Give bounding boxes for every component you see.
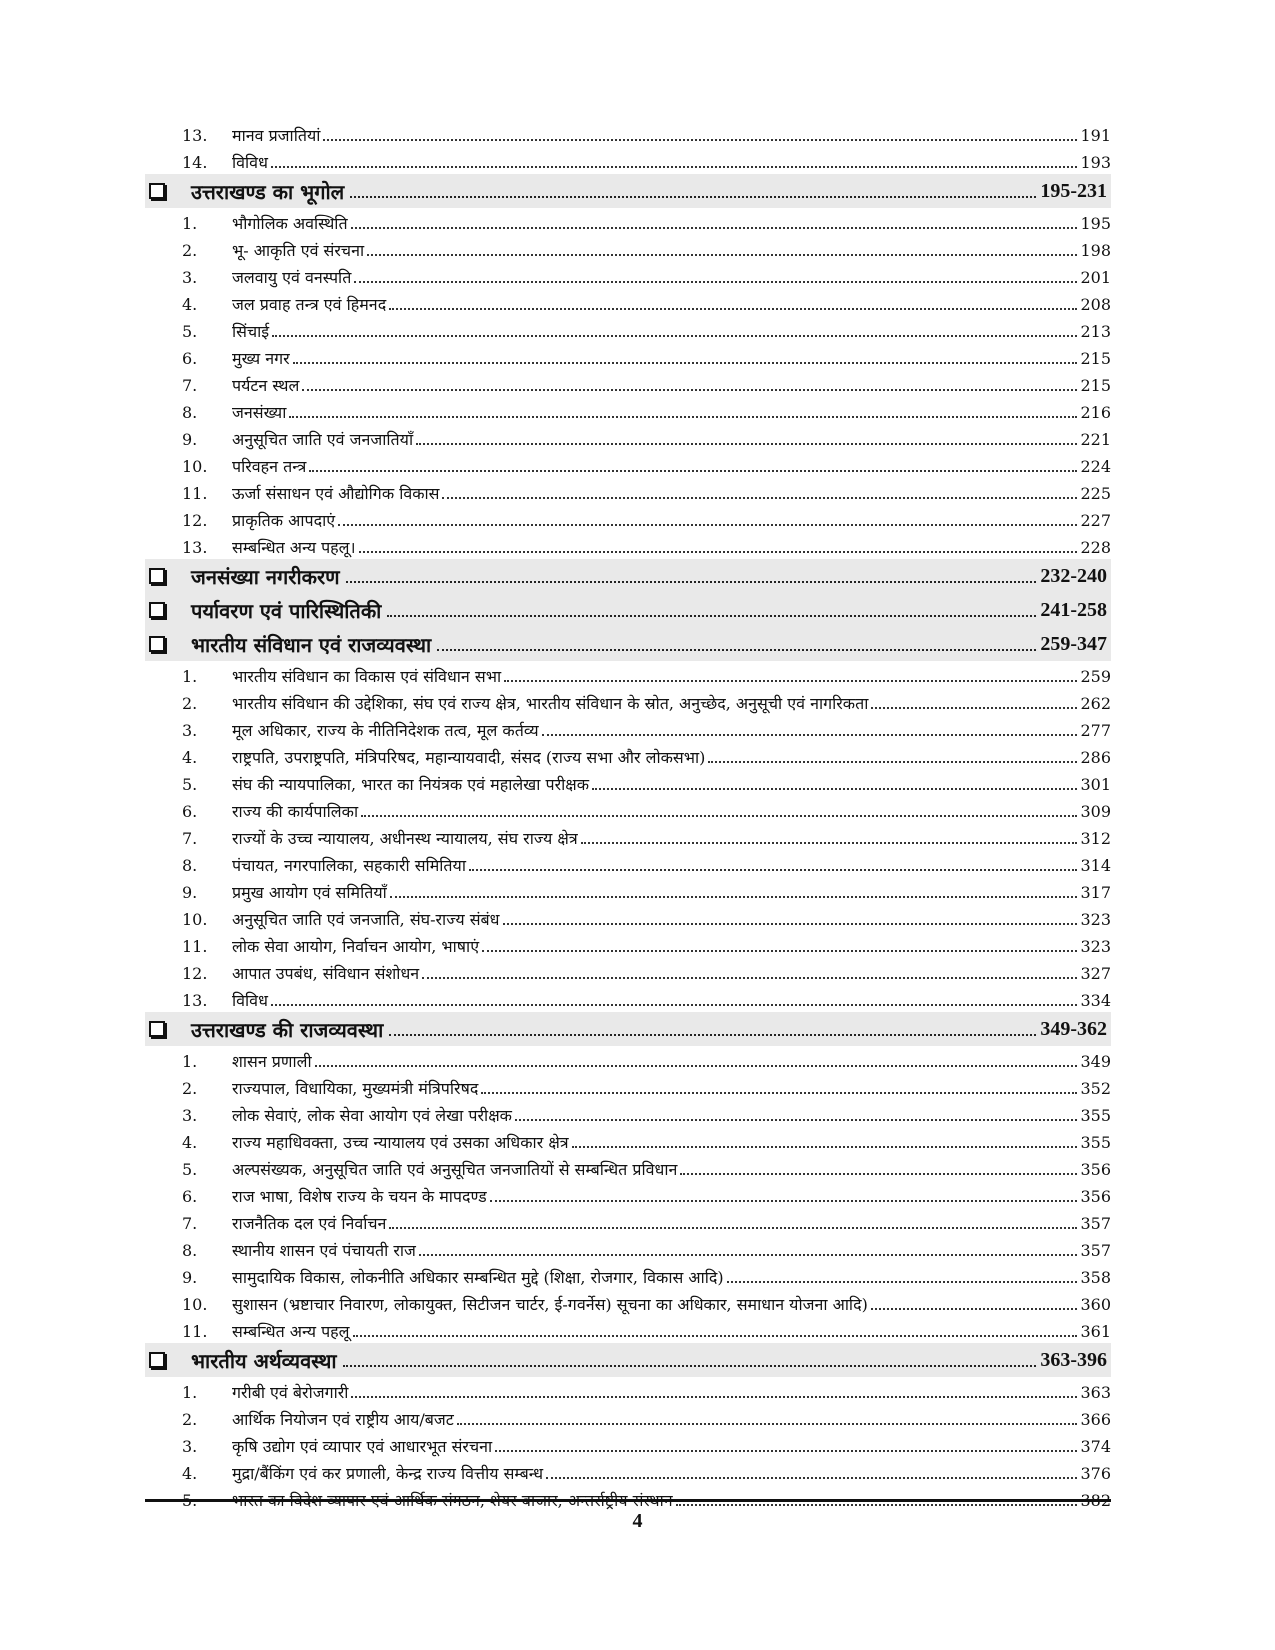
dot-leader (289, 416, 1077, 418)
toc-entry (145, 742, 1111, 769)
entry-number: 6. (182, 349, 198, 368)
dot-leader (350, 196, 1036, 198)
entry-number: 4. (182, 748, 198, 767)
dot-leader (367, 254, 1077, 256)
dot-leader (343, 1365, 1037, 1367)
entry-title: स्थानीय शासन एवं पंचायती राज (232, 1241, 416, 1260)
entry-title: पंचायत, नगरपालिका, सहकारी समितिया (232, 856, 466, 875)
entry-title: राजनैतिक दल एवं निर्वाचन (232, 1214, 387, 1233)
entry-page: 198 (1080, 241, 1111, 260)
section-page-range: 259-347 (1040, 632, 1107, 655)
dot-leader (871, 707, 1077, 709)
toc-entry (145, 451, 1111, 478)
entry-page: 363 (1080, 1383, 1111, 1402)
entry-number: 13. (182, 538, 208, 557)
entry-title: राज भाषा, विशेष राज्य के चयन के मापदण्ड (232, 1187, 487, 1206)
entry-page: 334 (1080, 991, 1111, 1010)
entry-page: 262 (1080, 694, 1111, 713)
entry-number: 1. (182, 1052, 198, 1071)
dot-leader (271, 166, 1078, 168)
entry-page: 215 (1080, 376, 1111, 395)
entry-title: राज्यपाल, विधायिका, मुख्यमंत्री मंत्रिपरिषद (232, 1079, 479, 1098)
checkbox-bullet-icon (149, 602, 165, 618)
dot-leader (592, 788, 1077, 790)
entry-number: 5. (182, 322, 198, 341)
dot-leader (442, 497, 1077, 499)
dot-leader (422, 977, 1077, 979)
toc-entry (145, 1235, 1111, 1262)
entry-page: 357 (1080, 1241, 1111, 1260)
entry-page: 323 (1080, 910, 1111, 929)
toc-entry (145, 424, 1111, 451)
toc-entry (145, 478, 1111, 505)
checkbox-bullet-icon (149, 183, 165, 199)
entry-title: अल्पसंख्यक, अनुसूचित जाति एवं अनुसूचित जनजातियों से सम्बन्धित प्रविधान (232, 1160, 678, 1179)
entry-page: 323 (1080, 937, 1111, 956)
entry-number: 12. (182, 964, 208, 983)
entry-page: 357 (1080, 1214, 1111, 1233)
entry-page: 382 (1080, 1491, 1111, 1510)
entry-number: 3. (182, 1437, 198, 1456)
entry-page: 314 (1080, 856, 1111, 875)
entry-page: 356 (1080, 1187, 1111, 1206)
entry-page: 358 (1080, 1268, 1111, 1287)
toc-entry (145, 931, 1111, 958)
entry-number: 13. (182, 991, 208, 1010)
entry-title: जल प्रवाह तन्त्र एवं हिमनद (232, 295, 387, 314)
entry-number: 11. (182, 1322, 208, 1341)
toc-entry (145, 1377, 1111, 1404)
entry-number: 2. (182, 1410, 198, 1429)
section-page-range: 232-240 (1040, 564, 1107, 587)
entry-number: 5. (182, 1160, 198, 1179)
dot-leader (708, 761, 1077, 763)
entry-page: 225 (1080, 484, 1111, 503)
dot-leader (272, 335, 1077, 337)
section-page-range: 349-362 (1040, 1017, 1107, 1040)
toc-section-heading (145, 593, 1111, 627)
dot-leader (542, 734, 1078, 736)
dot-leader (387, 615, 1036, 617)
checkbox-bullet-icon (149, 1352, 165, 1368)
dot-leader (676, 1504, 1078, 1506)
entry-page: 361 (1080, 1322, 1111, 1341)
checkbox-bullet-icon (149, 568, 165, 584)
toc-entry (145, 823, 1111, 850)
section-title: पर्यावरण एवं पारिस्थितिकी (191, 598, 382, 623)
entry-title: सम्बन्धित अन्य पहलू। (232, 538, 356, 557)
dot-leader (437, 649, 1036, 651)
entry-title: मूल अधिकार, राज्य के नीतिनिदेशक तत्व, मूल कर्तव्य (232, 721, 539, 740)
entry-title: लोक सेवाएं, लोक सेवा आयोग एवं लेखा परीक्षक (232, 1106, 512, 1125)
entry-title: मुद्रा/बैंकिंग एवं कर प्रणाली, केन्द्र राज्य वित्तीय सम्बन्ध (232, 1464, 544, 1483)
entry-number: 1. (182, 214, 198, 233)
checkbox-bullet-icon (149, 636, 165, 652)
entry-number: 2. (182, 1079, 198, 1098)
entry-page: 191 (1080, 126, 1111, 145)
dot-leader (389, 308, 1077, 310)
entry-title: भारतीय संविधान का विकास एवं संविधान सभा (232, 667, 502, 686)
toc-entry (145, 120, 1111, 147)
toc-entry (145, 370, 1111, 397)
entry-page: 309 (1080, 802, 1111, 821)
dot-leader (354, 281, 1077, 283)
entry-page: 355 (1080, 1133, 1111, 1152)
toc-section-heading (145, 1012, 1111, 1046)
entry-title: प्रमुख आयोग एवं समितियाँ (232, 883, 387, 902)
dot-leader (581, 842, 1078, 844)
toc-entry (145, 1208, 1111, 1235)
section-title: उत्तराखण्ड की राजव्यवस्था (191, 1017, 384, 1042)
section-page-range: 363-396 (1040, 1348, 1107, 1371)
entry-page: 327 (1080, 964, 1111, 983)
toc-entry (145, 147, 1111, 174)
entry-title: मुख्य नगर (232, 349, 290, 368)
toc-entry (145, 1127, 1111, 1154)
dot-leader (572, 1146, 1078, 1148)
toc-entry (145, 1458, 1111, 1485)
toc-section-heading (145, 559, 1111, 593)
entry-title: पर्यटन स्थल (232, 376, 300, 395)
dot-leader (359, 551, 1078, 553)
entry-title: मानव प्रजातियां (232, 126, 321, 145)
dot-leader (351, 1396, 1077, 1398)
toc-entry (145, 1181, 1111, 1208)
entry-number: 5. (182, 1491, 198, 1510)
entry-title: विविध (232, 153, 268, 172)
entry-number: 14. (182, 153, 208, 172)
entry-number: 11. (182, 484, 208, 503)
entry-number: 4. (182, 1464, 198, 1483)
toc-entry (145, 316, 1111, 343)
toc-entry (145, 1100, 1111, 1127)
entry-number: 4. (182, 295, 198, 314)
dot-leader (546, 1477, 1077, 1479)
entry-title: परिवहन तन्त्र (232, 457, 307, 476)
entry-page: 356 (1080, 1160, 1111, 1179)
entry-title: सम्बन्धित अन्य पहलू (232, 1322, 350, 1341)
toc-entry (145, 532, 1111, 559)
entry-title: जनसंख्या (232, 403, 287, 422)
section-title: भारतीय संविधान एवं राजव्यवस्था (191, 632, 432, 657)
entry-title: सामुदायिक विकास, लोकनीति अधिकार सम्बन्धित मुद्दे (शिक्षा, रोजगार, विकास आदि) (232, 1268, 724, 1287)
toc-entry (145, 715, 1111, 742)
dot-leader (503, 923, 1078, 925)
entry-page: 349 (1080, 1052, 1111, 1071)
dot-leader (457, 1423, 1078, 1425)
toc-entry (145, 958, 1111, 985)
entry-page: 259 (1080, 667, 1111, 686)
toc-entry (145, 1431, 1111, 1458)
toc-entry (145, 850, 1111, 877)
entry-title: राज्यों के उच्च न्यायालय, अधीनस्थ न्यायालय, संघ राज्य क्षेत्र (232, 829, 578, 848)
toc-entry (145, 343, 1111, 370)
dot-leader (504, 680, 1077, 682)
toc-section-heading (145, 1343, 1111, 1377)
toc-entry (145, 289, 1111, 316)
entry-page: 224 (1080, 457, 1111, 476)
toc-entry (145, 1316, 1111, 1343)
toc-entry (145, 688, 1111, 715)
entry-number: 9. (182, 883, 198, 902)
entry-title: शासन प्रणाली (232, 1052, 312, 1071)
dot-leader (346, 581, 1037, 583)
entry-title: अनुसूचित जाति एवं जनजातियाँ (232, 430, 414, 449)
entry-number: 3. (182, 1106, 198, 1125)
entry-title: राज्य की कार्यपालिका (232, 802, 359, 821)
dot-leader (271, 1004, 1078, 1006)
entry-number: 10. (182, 1295, 208, 1314)
entry-number: 4. (182, 1133, 198, 1152)
entry-number: 5. (182, 775, 198, 794)
dot-leader (323, 139, 1077, 141)
entry-page: 286 (1080, 748, 1111, 767)
dot-leader (361, 815, 1077, 817)
entry-page: 228 (1080, 538, 1111, 557)
entry-title: अनुसूचित जाति एवं जनजाति, संघ-राज्य संबंध (232, 910, 500, 929)
entry-title: ऊर्जा संसाधन एवं औद्योगिक विकास (232, 484, 440, 503)
page-number: 4 (632, 1510, 643, 1532)
entry-number: 7. (182, 829, 198, 848)
entry-number: 7. (182, 376, 198, 395)
toc-entry (145, 877, 1111, 904)
dot-leader (680, 1173, 1077, 1175)
entry-page: 208 (1080, 295, 1111, 314)
table-of-contents (145, 120, 1111, 1512)
toc-entry (145, 661, 1111, 688)
entry-page: 277 (1080, 721, 1111, 740)
toc-entry (145, 985, 1111, 1012)
dot-leader (515, 1119, 1078, 1121)
toc-entry (145, 505, 1111, 532)
entry-number: 10. (182, 457, 208, 476)
dot-leader (389, 1227, 1077, 1229)
section-page-range: 195-231 (1040, 179, 1107, 202)
entry-number: 8. (182, 403, 198, 422)
dot-leader (353, 1335, 1078, 1337)
entry-title: सुशासन (भ्रष्टाचार निवारण, लोकायुक्त, सिटीजन चार्टर, ई-गवर्नेस) सूचना का अधिकार, समाधान योजना आदि) (232, 1295, 868, 1314)
toc-entry (145, 769, 1111, 796)
entry-title: विविध (232, 991, 268, 1010)
toc-entry (145, 1262, 1111, 1289)
entry-page: 195 (1080, 214, 1111, 233)
entry-number: 3. (182, 721, 198, 740)
section-title: भारतीय अर्थव्यवस्था (191, 1348, 337, 1373)
entry-page: 355 (1080, 1106, 1111, 1125)
entry-page: 193 (1080, 153, 1111, 172)
entry-number: 8. (182, 856, 198, 875)
entry-page: 201 (1080, 268, 1111, 287)
entry-title: लोक सेवा आयोग, निर्वाचन आयोग, भाषाएं (232, 937, 480, 956)
entry-page: 312 (1080, 829, 1111, 848)
dot-leader (481, 1092, 1077, 1094)
dot-leader (302, 389, 1077, 391)
dot-leader (495, 1450, 1077, 1452)
entry-page: 374 (1080, 1437, 1111, 1456)
dot-leader (469, 869, 1077, 871)
dot-leader (338, 524, 1077, 526)
dot-leader (351, 227, 1078, 229)
toc-entry (145, 796, 1111, 823)
toc-entry (145, 208, 1111, 235)
dot-leader (419, 1254, 1078, 1256)
entry-number: 7. (182, 1214, 198, 1233)
toc-entry (145, 1046, 1111, 1073)
entry-number: 13. (182, 126, 208, 145)
toc-entry (145, 235, 1111, 262)
entry-number: 2. (182, 694, 198, 713)
entry-page: 317 (1080, 883, 1111, 902)
entry-title: आर्थिक नियोजन एवं राष्ट्रीय आय/बजट (232, 1410, 454, 1429)
toc-entry (145, 1073, 1111, 1100)
toc-entry (145, 1404, 1111, 1431)
entry-page: 215 (1080, 349, 1111, 368)
entry-title: भारतीय संविधान की उद्देशिका, संघ एवं राज्य क्षेत्र, भारतीय संविधान के स्रोत, अनुच्छेद, अनुसूची एवं नागरिकता (232, 694, 869, 713)
section-page-range: 241-258 (1040, 598, 1107, 621)
dot-leader (390, 896, 1078, 898)
toc-entry (145, 397, 1111, 424)
entry-page: 352 (1080, 1079, 1111, 1098)
entry-number: 3. (182, 268, 198, 287)
entry-page: 227 (1080, 511, 1111, 530)
dot-leader (309, 470, 1077, 472)
entry-number: 9. (182, 430, 198, 449)
entry-number: 1. (182, 1383, 198, 1402)
entry-page: 366 (1080, 1410, 1111, 1429)
entry-number: 8. (182, 1241, 198, 1260)
entry-number: 1. (182, 667, 198, 686)
toc-entry (145, 1289, 1111, 1316)
dot-leader (315, 1065, 1078, 1067)
dot-leader (727, 1281, 1078, 1283)
checkbox-bullet-icon (149, 1021, 165, 1037)
entry-title: कृषि उद्योग एवं व्यापार एवं आधारभूत संरचना (232, 1437, 493, 1456)
entry-title: भू- आकृति एवं संरचना (232, 241, 365, 260)
entry-title: संघ की न्यायपालिका, भारत का नियंत्रक एवं महालेखा परीक्षक (232, 775, 590, 794)
dot-leader (871, 1308, 1078, 1310)
entry-page: 376 (1080, 1464, 1111, 1483)
entry-page: 301 (1080, 775, 1111, 794)
dot-leader (482, 950, 1077, 952)
footer-divider (145, 1499, 1111, 1502)
entry-number: 9. (182, 1268, 198, 1287)
entry-title: सिंचाई (232, 322, 270, 341)
entry-title: आपात उपबंध, संविधान संशोधन (232, 964, 420, 983)
entry-number: 2. (182, 241, 198, 260)
dot-leader (293, 362, 1078, 364)
entry-page: 216 (1080, 403, 1111, 422)
entry-title: भौगोलिक अवस्थिति (232, 214, 348, 233)
toc-entry (145, 262, 1111, 289)
entry-number: 12. (182, 511, 208, 530)
entry-title: भारत का विदेश व्यापार एवं आर्थिक संगठन, शेयर बाजार, अन्तर्राष्ट्रीय संस्थान (232, 1491, 673, 1510)
section-title: उत्तराखण्ड का भूगोल (191, 179, 345, 204)
dot-leader (416, 443, 1077, 445)
entry-title: जलवायु एवं वनस्पति (232, 268, 352, 287)
entry-page: 213 (1080, 322, 1111, 341)
dot-leader (490, 1200, 1078, 1202)
entry-number: 11. (182, 937, 208, 956)
entry-title: प्राकृतिक आपदाएं (232, 511, 336, 530)
entry-number: 6. (182, 802, 198, 821)
toc-section-heading (145, 174, 1111, 208)
dot-leader (389, 1034, 1036, 1036)
toc-section-heading (145, 627, 1111, 661)
section-title: जनसंख्या नगरीकरण (191, 564, 340, 589)
toc-entry (145, 904, 1111, 931)
toc-entry (145, 1154, 1111, 1181)
entry-page: 360 (1080, 1295, 1111, 1314)
entry-page: 221 (1080, 430, 1111, 449)
entry-title: राज्य महाधिवक्ता, उच्च न्यायालय एवं उसका अधिकार क्षेत्र (232, 1133, 569, 1152)
entry-number: 10. (182, 910, 208, 929)
entry-title: गरीबी एवं बेरोजगारी (232, 1383, 349, 1402)
entry-title: राष्ट्रपति, उपराष्ट्रपति, मंत्रिपरिषद, महान्यायवादी, संसद (राज्य सभा और लोकसभा) (232, 748, 706, 767)
entry-number: 6. (182, 1187, 198, 1206)
